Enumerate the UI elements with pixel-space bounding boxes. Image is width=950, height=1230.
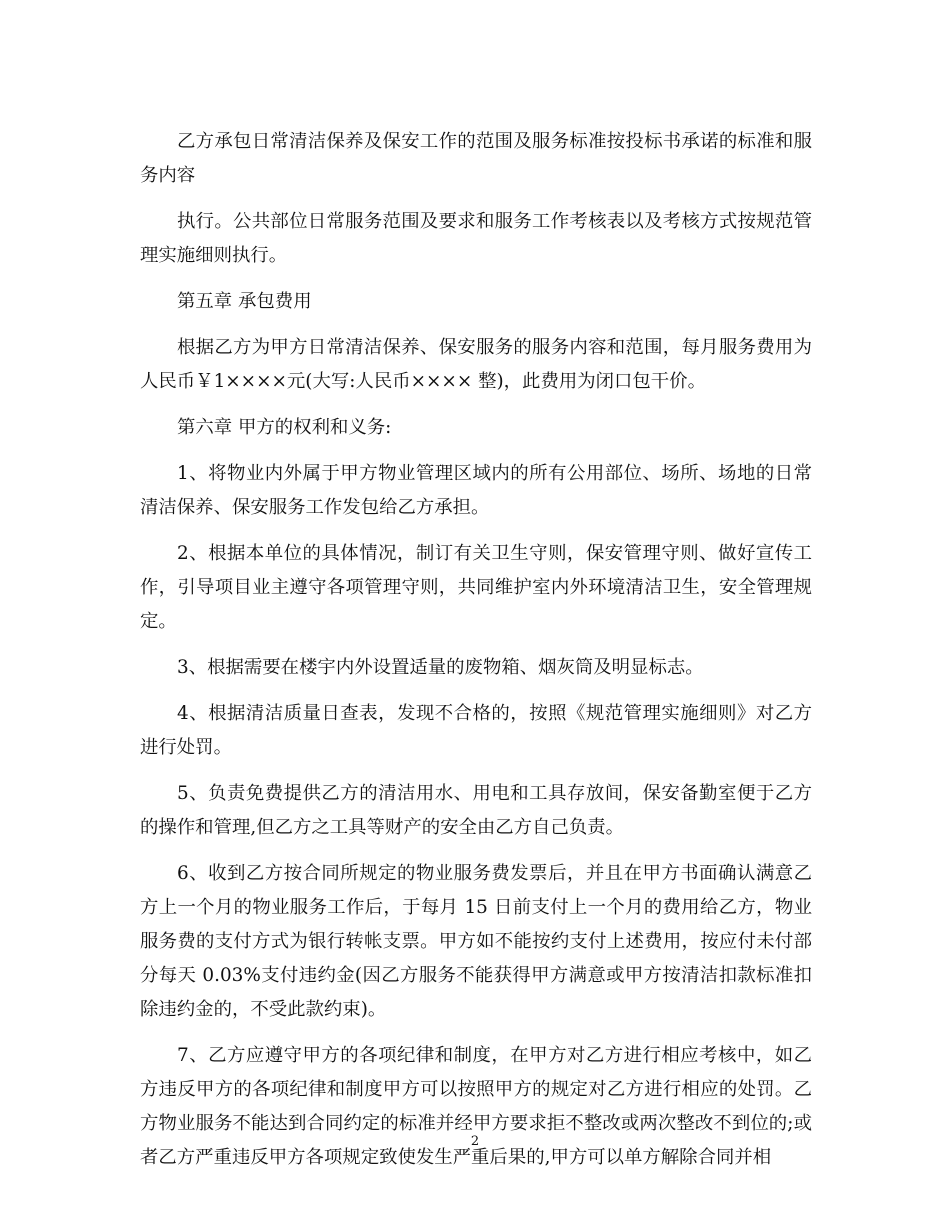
clause-5: 5、负责免费提供乙方的清洁用水、用电和工具存放间，保安备勤室便于乙方的操作和管理,但乙方之工具等财产的安全由乙方自己负责。 (140, 783, 812, 838)
paragraph-scope-intro: 乙方承包日常清洁保养及保安工作的范围及服务标准按投标书承诺的标准和服务内容 (140, 131, 812, 186)
clause-4: 4、根据清洁质量日查表，发现不合格的，按照《规范管理实施细则》对乙方进行处罚。 (140, 703, 812, 758)
page-number: 2 (470, 1134, 480, 1149)
clause-6: 6、收到乙方按合同所规定的物业服务费发票后，并且在甲方书面确认满意乙方上一个月的物业服务工作后，于每月 15 日前支付上一个月的费用给乙方，物业服务费的支付方式为银行转帐支票。甲方如不能按约支付上述费用，按应付未付部分每天 0.03%支付违约金(因乙方服务不能获得甲方满意或甲方按清洁扣款标准扣除违约金的，不受此款约束)。 (140, 863, 812, 1020)
clause-7: 7、乙方应遵守甲方的各项纪律和制度，在甲方对乙方进行相应考核中，如乙方违反甲方的各项纪律和制度甲方可以按照甲方的规定对乙方进行相应的处罚。乙方物业服务不能达到合同约定的标准并经甲方要求拒不整改或两次整改不到位的;或者乙方严重违反甲方各项规定致使发生严重后果的,甲方可以单方解除合同并相 (140, 1045, 812, 1168)
document-body (140, 125, 812, 1187)
paragraph-fees: 根据乙方为甲方日常清洁保养、保安服务的服务内容和范围，每月服务费用为人民币￥1××××元(大写:人民币×××× 整)，此费用为闭口包干价。 (140, 337, 812, 392)
paragraph-scope-execution: 执行。公共部位日常服务范围及要求和服务工作考核表以及考核方式按规范管理实施细则执行。 (140, 211, 812, 266)
chapter-6-heading: 第六章 甲方的权利和义务: (177, 417, 392, 438)
clause-1: 1、将物业内外属于甲方物业管理区域内的所有公用部位、场所、场地的日常清洁保养、保安服务工作发包给乙方承担。 (140, 463, 812, 518)
chapter-5-heading: 第五章 承包费用 (177, 291, 312, 312)
clause-3: 3、根据需要在楼宇内外设置适量的废物箱、烟灰筒及明显标志。 (177, 657, 704, 678)
clause-2: 2、根据本单位的具体情况，制订有关卫生守则，保安管理守则、做好宣传工作，引导项目业主遵守各项管理守则，共同维护室内外环境清洁卫生，安全管理规定。 (140, 543, 812, 632)
